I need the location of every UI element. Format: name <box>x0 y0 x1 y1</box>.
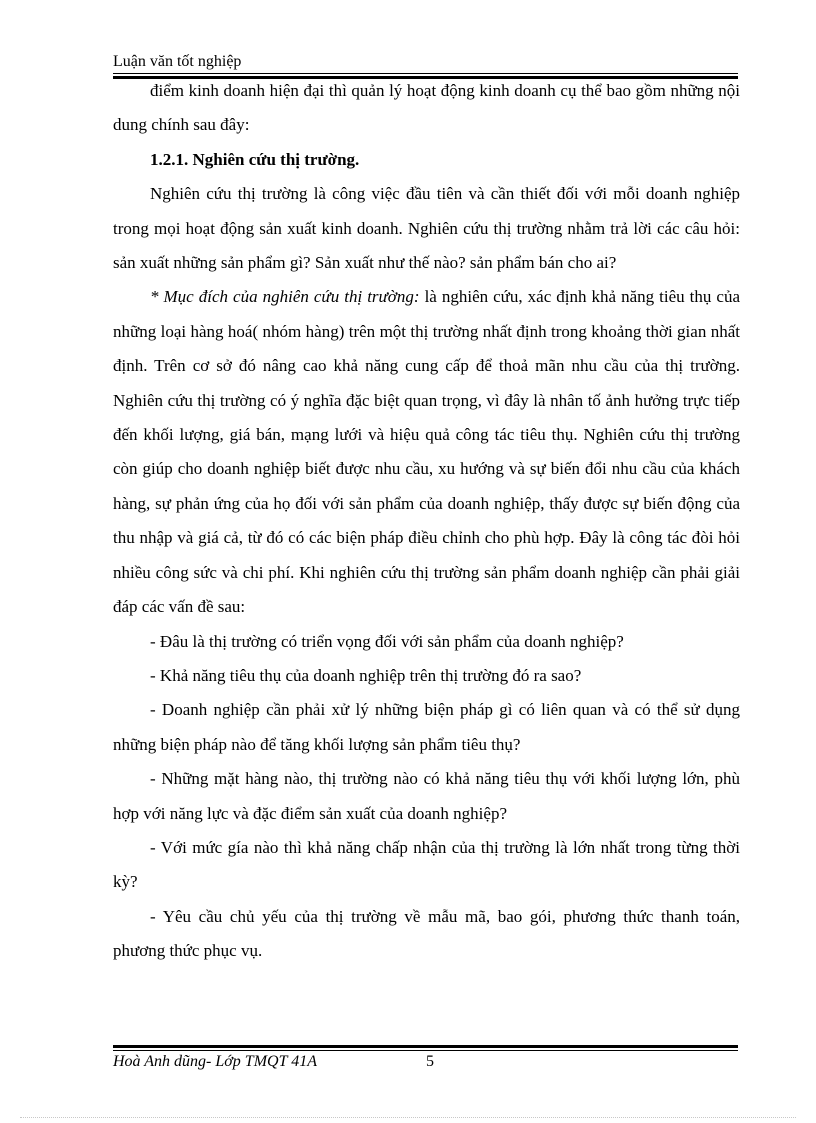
paragraph-purpose <box>113 280 740 624</box>
paragraph-intro: điểm kinh doanh hiện đại thì quản lý hoạt động kinh doanh cụ thể bao gồm những nội dung chính sau đây: <box>113 81 740 135</box>
purpose-text: là nghiên cứu, xác định khả năng tiêu thụ của những loại hàng hoá( nhóm hàng) trên một thị trường nhất định trong khoảng thời gian nhất định. Trên cơ sở đó nâng cao khả năng cung cấp để thoả mãn nhu cầu của thị trường. Nghiên cứu thị trường có ý nghĩa đặc biệt quan trọng, vì đây là nhân tố ảnh hưởng trực tiếp đến khối lượng, giá bán, mạng lưới và hiệu quả công tác tiêu thụ. Nghiên cứu thị trường còn giúp cho doanh nghiệp biết được nhu cầu, xu hướng và sự biến đổi nhu cầu của khách hàng, sự phản ứng của họ đối với sản phẩm của doanh nghiệp, thấy được sự biến động của thu nhập và giá cả, từ đó có các biện pháp điều chỉnh cho phù hợp. Đây là công tác đòi hỏi nhiều công sức và chi phí. Khi nghiên cứu thị trường sản phẩm doanh nghiệp cần phải giải đáp các vấn đề sau: <box>113 287 740 617</box>
section-heading: 1.2.1. Nghiên cứu thị trường. <box>150 149 360 169</box>
bullet-item: - Những mặt hàng nào, thị trường nào có khả năng tiêu thụ với khối lượng lớn, phù hợp với năng lực và đặc điểm sản xuất của doanh nghiệp? <box>113 769 740 823</box>
running-header: Luận văn tốt nghiệp <box>113 53 242 70</box>
paragraph-research: Nghiên cứu thị trường là công việc đầu tiên và cần thiết đối với mỗi doanh nghiệp trong mọi hoạt động sản xuất kinh doanh. Nghiên cứu thị trường nhằm trả lời các câu hỏi: sản xuất những sản phẩm gì? Sản xuất như thế nào? sản phẩm bán cho ai? <box>113 184 740 273</box>
footer-rule-bottom <box>113 1050 738 1051</box>
bullet-item: - Đâu là thị trường có triển vọng đối với sản phẩm của doanh nghiệp? <box>150 631 624 651</box>
bullet-item: - Doanh nghiệp cần phải xử lý những biện pháp gì có liên quan và có thể sử dụng những biện pháp nào để tăng khối lượng sản phẩm tiêu thụ? <box>113 700 740 754</box>
bullet-item: - Khả năng tiêu thụ của doanh nghiệp trên thị trường đó ra sao? <box>150 665 582 685</box>
bullet-item: - Với mức gía nào thì khả năng chấp nhận của thị trường là lớn nhất trong từng thời kỳ? <box>113 837 740 892</box>
main-text <box>113 72 740 969</box>
footer-author: Hoà Anh dũng- Lớp TMQT 41A <box>113 1053 317 1070</box>
page-number: 5 <box>426 1053 434 1070</box>
page-edge-divider <box>20 1117 796 1118</box>
bullet-item: - Yêu cầu chủ yếu của thị trường về mẫu mã, bao gói, phương thức thanh toán, phương thức phục vụ. <box>113 906 740 961</box>
purpose-lead: * Mục đích của nghiên cứu thị trường: <box>150 287 420 307</box>
footer-rule-top <box>113 1045 738 1048</box>
